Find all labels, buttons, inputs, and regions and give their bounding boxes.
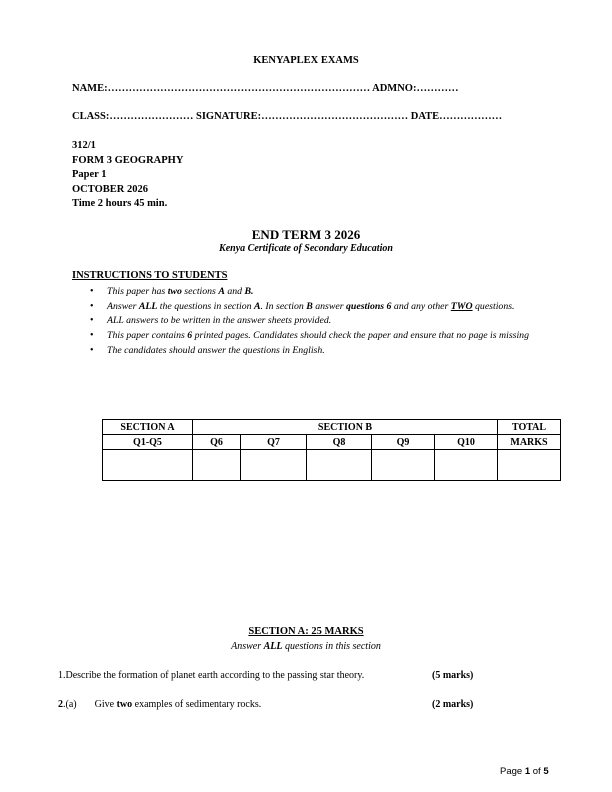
instruction-item — [90, 285, 550, 298]
score-cell[interactable] — [241, 450, 307, 481]
question-emphasis: two — [116, 699, 133, 710]
instruction-text: This paper contains — [107, 330, 188, 342]
col-q10: Q10 — [435, 435, 498, 450]
page-word: Page — [500, 766, 525, 777]
page-number — [500, 766, 549, 777]
page-current: 1 — [524, 766, 531, 777]
col-q1-q5: Q1-Q5 — [103, 435, 193, 450]
instruction-emphasis: questions 6 — [346, 300, 392, 312]
name-line — [72, 83, 458, 94]
instruction-text: . In section — [260, 300, 307, 312]
instruction-text: answer — [312, 300, 346, 312]
signature-blank: …………………………………… — [261, 111, 409, 122]
question-number: 1 — [58, 670, 63, 681]
admno-blank: ………… — [416, 83, 459, 94]
instruction-emphasis: ALL — [138, 300, 158, 312]
section-a-heading: SECTION A: 25 MARKS — [248, 626, 364, 637]
total-header: TOTAL — [498, 420, 561, 435]
exam-board-title: KENYAPLEX EXAMS — [253, 55, 359, 66]
instruction-text: and — [224, 286, 245, 297]
paper-date: OCTOBER 2026 — [72, 183, 148, 195]
score-cell[interactable] — [103, 450, 193, 481]
col-q9: Q9 — [372, 435, 435, 450]
class-line — [72, 111, 502, 122]
instruction-item — [90, 329, 550, 342]
name-label: NAME: — [72, 83, 108, 94]
question-text: examples of sedimentary rocks. — [132, 699, 262, 710]
score-cell[interactable] — [193, 450, 241, 481]
instruction-text: Answer — [107, 300, 139, 312]
instructions-list — [90, 285, 550, 359]
signature-label: SIGNATURE: — [195, 111, 262, 122]
question-part: .(a) — [63, 699, 77, 710]
name-blank: ………………………………………………………………… — [107, 83, 371, 94]
section-b-header: SECTION B — [193, 420, 498, 435]
page-of: of — [530, 766, 544, 777]
question-text: .Describe the formation of planet earth according to the passing star theory. — [63, 670, 365, 681]
instruction-emphasis: two — [167, 286, 182, 297]
page-total: 5 — [543, 766, 549, 777]
admno-label: ADMNO: — [372, 83, 417, 94]
question-1 — [58, 670, 364, 681]
paper-number: Paper 1 — [72, 169, 107, 180]
question-number: 2 — [58, 699, 63, 710]
instruction-text: questions in this section — [282, 641, 381, 652]
instruction-item: • ALL answers to be written in the answer sheets provided. — [90, 314, 550, 327]
instruction-text: sections — [181, 286, 219, 297]
instruction-emphasis: 6 — [187, 330, 193, 342]
section-a-header: SECTION A — [103, 420, 193, 435]
date-blank: ……………… — [439, 111, 503, 122]
section-a-instruction — [0, 641, 612, 652]
instruction-text: and any other — [391, 300, 451, 312]
score-cell[interactable] — [307, 450, 372, 481]
score-cell[interactable] — [498, 450, 561, 481]
certificate-name: Kenya Certificate of Secondary Education — [219, 243, 393, 254]
score-cell[interactable] — [435, 450, 498, 481]
paper-subject: FORM 3 GEOGRAPHY — [72, 154, 184, 166]
instruction-item: • The candidates should answer the questions in English. — [90, 344, 550, 357]
instruction-emphasis: TWO — [450, 300, 473, 312]
instruction-text: This paper has — [107, 286, 168, 297]
question-text: Give — [94, 699, 117, 710]
question-1-marks: (5 marks) — [432, 670, 474, 681]
instruction-emphasis: B. — [244, 286, 254, 297]
question-2a-marks: (2 marks) — [432, 699, 474, 710]
instruction-emphasis: A — [218, 286, 225, 297]
col-q6: Q6 — [193, 435, 241, 450]
date-label: DATE — [410, 111, 440, 122]
instruction-emphasis: B — [306, 300, 313, 312]
marks-header: MARKS — [498, 435, 561, 450]
paper-code: 312/1 — [72, 140, 96, 151]
paper-time: Time 2 hours 45 min. — [72, 198, 168, 209]
instruction-text: Answer — [231, 641, 264, 652]
marks-table — [102, 419, 561, 481]
instruction-text: printed pages. Candidates should check the paper and ensure that no page is missing — [192, 330, 529, 342]
exam-title: END TERM 3 2026 — [251, 227, 361, 242]
class-blank: …………………… — [109, 111, 194, 122]
instruction-text: questions. — [472, 300, 515, 312]
col-q7: Q7 — [241, 435, 307, 450]
question-2a — [58, 699, 261, 710]
instruction-emphasis: ALL — [263, 641, 283, 652]
col-q8: Q8 — [307, 435, 372, 450]
paper-meta — [72, 139, 183, 212]
class-label: CLASS: — [72, 111, 110, 122]
instruction-item — [90, 300, 550, 313]
score-cell[interactable] — [372, 450, 435, 481]
instructions-heading: INSTRUCTIONS TO STUDENTS — [72, 270, 228, 281]
instruction-emphasis: A — [253, 300, 261, 312]
instruction-text: the questions in section — [157, 300, 254, 312]
